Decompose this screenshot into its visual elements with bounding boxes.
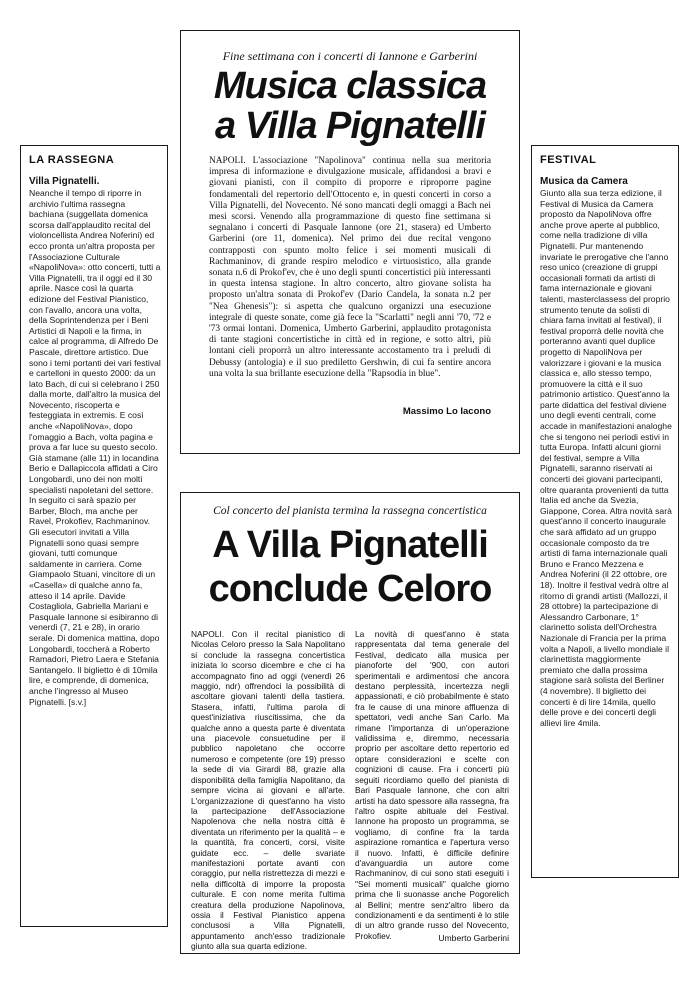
left-column-article	[20, 145, 168, 927]
article1-headline-line2: a Villa Pignatelli	[215, 105, 485, 147]
article2-column-2: La novità di quest'anno è stata rappresentata dal tema generale del Festival, dedicato alla musica per pianoforte del '900, con autori sperimentali e ardimentosi che ancora destano perplessità, incertezza negli appassionati, e ciò probabilmente è stato fra le cause di una minore affluenza di spettatori, vedi anche San Carlo. Ma rimane l'importanza di un'operazione validissima e, diremmo, necessaria proprio per ascoltare detto repertorio ed optare considerazioni e scelte con cognizioni di cause. Fra i concerti più seguiti ricordiamo quello del pianista di Bari Pasquale Iannone, che con altri artisti ha dato spessore alla rassegna, fra l'altro ospite abituale del Festival. Iannone ha proposto un programma, se vogliamo, di confine fra la tarda aspirazione romantica e l'apertura verso il nuovo. Infatti, è difficile definire d'avanguardia un autore come Rachmaninov, di cui sono stati eseguiti i "Sei momenti musicali" qualche giorno prima che li suonasse anche Pogorelich al Bellini; mentre senz'altro libero da condizionamenti e da sentimenti è lo stile di un altro grande russo del Novecento, Prokofiev.	[355, 629, 509, 941]
article1-occhiello: Fine settimana con i concerti di Iannone e Garberini	[222, 49, 478, 63]
left-body-text: Neanche il tempo di riporre in archivio l'ultima rassegna bachiana (suggellata domenica scorsa dall'applaudito recital del violoncellista Andrea Noferini) ed ecco pronta un'altra proposta per l'Associazione Culturale «NapoliNova»: otto concerti, tutti a Villa Pignatelli, tra il oggi ed il 30 aprile. Nasce così la quarta edizione del Festival Pianistico, con l'avallo, ancora una volta, della Soprintendenza per i Beni Artistici di Napoli e la firma, in calce al programma, di Alfredo De Pascale, direttore artistico. Due sono i temi portanti dei vari festival e cartelloni in questo 2000: da un lato Bach, di cui si celebrano i 250 dalla morte, dall'altro la musica del Novecento, riscoperta e festeggiata in extremis. E così anche «NapoliNova», dopo l'omaggio a Bach, volta pagina e prova a far luce su questo secolo. Già stamane (alle 11) in locandina Berio e Dallapiccola affidati a Ciro Longobardi, uno dei non molti specialisti napoletani del settore. In seguito ci sarà spazio per Barber, Bloch, ma anche per Ravel, Prokofiev, Rachmaninov. Gli esecutori invitati a Villa Pignatelli sono quasi sempre giovani, tutti comunque saldamente in carriera. Come Giampaolo Stuani, vincitore di un «Casella» di qualche anno fa, atteso il 14 aprile. Davide Costagliola, Gabriella Mariani e Pasquale Iannone si esibiranno di venerdì (7, 21 e 28), in orario serale. Di domenica mattina, dopo Longobardi, toccherà a Roberto Ramadori, Pietro Laera e Stefania Santangelo. Il biglietto è di 10mila lire, e comprende, di domenica, anche l'ingresso al Museo Pignatelli. [s.v.]	[29, 188, 161, 707]
article2-headline-line2: conclude Celoro	[208, 568, 492, 610]
article2-headline	[191, 523, 509, 611]
article2-column-1: NAPOLI. Con il recital pianistico di Nicolas Celoro presso la Sala Napolitano si conclude la rassegna concertistica iniziata lo scorso dicembre e che ci ha accompagnato fino ad oggi (venerdì 26 maggio, ndr) offrendoci la possibilità di ascoltare giovani talenti della tastiera. Stasera, infatti, l'ultima parola di quest'iniziativa riuscitissima, che da qualche anno a questa parte è diventata una piacevole consuetudine per il pubblico napoletano che occorre numeroso e competente (ore 19) presso la sede di via Girardi 88, grazie alla disponibilità della famiglia Napolitano, da sempre vicina ai giovani e all'arte. L'organizzazione di quest'anno ha visto la partecipazione dell'Associazione Napolenova che nella nostra città è diventata un riferimento per la qualità – e la quantità, fra concerti, corsi, visite guidate ecc. – delle svariate manifestazioni portate avanti con coraggio, pur nella ristrettezza di mezzi e nella difficoltà di imporre la proposta culturale. E con nome merita l'ultima creatura della produzione Napolinova, ossia il Festival Pianistico appena conclusosi a Villa Pignatelli, appuntamento anch'esso tradizionale giunto alla sua quarta edizione.	[191, 629, 345, 952]
article1-signature: Massimo Lo Iacono	[402, 406, 491, 417]
article2-headline-line1: A Villa Pignatelli	[212, 524, 488, 566]
left-subhead: Villa Pignatelli.	[29, 176, 100, 187]
article1-headline-line1: Musica classica	[213, 65, 487, 107]
right-body-text: Giunto alla sua terza edizione, il Festival di Musica da Camera proposto da NapoliNova offre anche prove aperte al pubblico, come nella tradizione di villa Pignatelli. Pur mantenendo invariate le prerogative che l'anno reso unico (creazione di gruppi occasionali formati da artisti di fama internazionale e giovani talenti, masterclassess del proprio strumento tenute da solisti di chiara fama invitati al festival), il festival proporrà delle novità che porteranno avanti quel duplice progetto di NapoliNova per valorizzare i giovani e la musica classica e, allo stesso tempo, promuovere la città e il suo patrimonio artistico. Quest'anno la parte didattica del festival diviene uno degli eventi centrali, come accade in manifestazioni analoghe che si tengono nei periodi estivi in tutta Europa. Infatti alcuni giorni del festival, sempre a Villa Pignatelli, saranno riservati ai concerti dei giovani partecipanti, oltre quaranta provenienti da tutta Italia ed anche da Svezia, Giappone, Corea. Altra novità sarà quest'anno il concerto inaugurale che sarà affidato ad un gruppo occasionale composto da tre artisti di fama internazionale quali Bruno e Franco Mezzena e Andrea Noferini (il 22 ottobre, ore 18). Inoltre il festival vedrà oltre al ritorno di grandi artisti (Mallozzi, il 28 ottobre) la partecipazione di Alessandro Carbonare, 1° clarinetto solista dell'Orchestra Nazionale di Francia per la prima volta a Napoli, a livello mondiale il clarinettista maggiormente premiato che dalla prossima stagione sarà solista del Berliner (4 novembre). Il biglietto dei concerti è di lire 14mila, quello delle prove e dei concerti degli allievi lire 4mila.	[540, 188, 672, 728]
article1-body-text: NAPOLI. L'associazione "Napolinova" continua nella sua meritoria impresa di informazione e divulgazione musicale, affidandosi a bravi e giovani pianisti, con il compito di proporre e riproporre pagine fondamentali del repertorio dell'Ottocento e, in questi concerti in corso a Villa Pignatelli, del Novecento. Né sono mancati degli omaggi a Bach nei mesi scorsi. Venendo alla programmazione di questo fine settimana si segnalano i concerti di Pasquale Iannone (ore 21, stasera) ed Umberto Garberini (ore 11, domenica). Nel primo dei due recital vengono contrapposti con spunto molto felice i sei momenti musicali di Rachmaninov, di grande respiro melodico e virtuosistico, alla grande sonata n.6 di Prokof'ev, che è uno degli spunti concertistici più interessanti in questa intensa stagione. In altro concerto, altro giovane solista ha proposto un'altra sonata di Prokof'ev (Dario Candela, la sonata n.2 per "Nea Ghenesis"): si aspetta che qualcuno organizzi una esecuzione integrale di queste sonate, come già fece la "Scarlatti" negli anni '70, '72 e '73 ormai lontani. Domenica, Umberto Garberini, applaudito protagonista di tante stagioni concertistiche in città ed in regione, e sotto altri, più lontani cieli proporrà un altro interessante accostamento tra i preludi di Debussy (antologia) e il suo prediletto Gershwin, di cui fa sentire ancora una volta la sua brillante esecuzione della "Rapsodia in blue".	[209, 156, 491, 379]
right-kicker: FESTIVAL	[540, 154, 597, 166]
article-conclude-celoro	[180, 492, 520, 954]
left-kicker: LA RASSEGNA	[29, 154, 115, 166]
article2-signature: Umberto Garberini	[438, 933, 509, 943]
right-column-article	[531, 145, 679, 878]
article-musica-classica	[180, 30, 520, 454]
article1-headline	[195, 66, 505, 146]
right-subhead: Musica da Camera	[540, 176, 628, 187]
article2-occhiello: Col concerto del pianista termina la rassegna concertistica	[213, 505, 487, 517]
